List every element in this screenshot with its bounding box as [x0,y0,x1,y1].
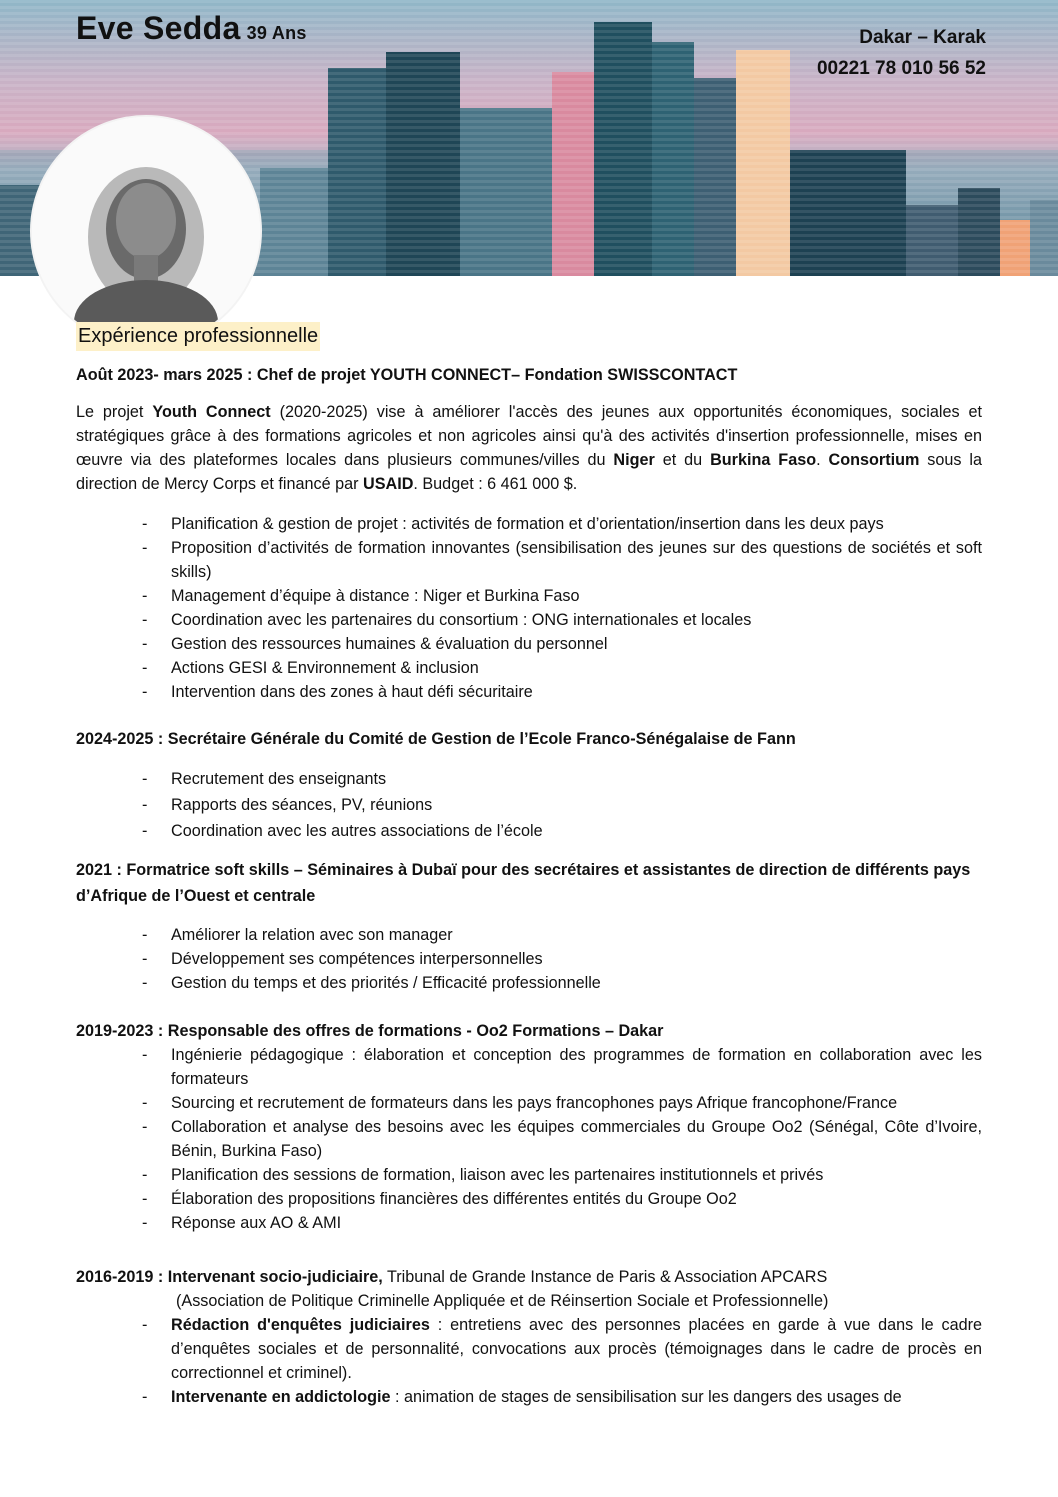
list-item: - Recrutement des enseignants [171,767,982,791]
list-item: - Coordination avec les partenaires du consortium : ONG internationales et locales [171,608,982,632]
phone-number: 00221 78 010 56 52 [816,58,986,79]
job-heading: 2021 : Formatrice soft skills – Séminaires à Dubaï pour des secrétaires et assistantes de direction de différents pays d’Afrique de l’Ouest et centrale [76,861,971,905]
job-bullets [76,512,982,704]
list-item: - Intervenante en addictologie : animation de stages de sensibilisation sur les dangers des usages de [171,1385,982,1409]
list-item: - Planification des sessions de formation, liaison avec les partenaires institutionnels et privés [171,1163,982,1187]
list-item: - Gestion du temps et des priorités / Efficacité professionnelle [171,971,982,995]
list-item: - Rapports des séances, PV, réunions [171,793,982,817]
list-item: - Développement ses compétences interpersonnelles [171,947,982,971]
job-bullets [76,767,982,843]
list-item: - Sourcing et recrutement de formateurs dans les pays francophones pays Afrique francophone/France [171,1091,982,1115]
list-item: - Gestion des ressources humaines & évaluation du personnel [171,632,982,656]
job-bullets [76,1043,982,1235]
portrait-icon [32,117,260,345]
job-bullets [76,1313,982,1409]
job-heading: 2019-2023 : Responsable des offres de formations - Oo2 Formations – Dakar [76,1022,664,1040]
list-item: - Coordination avec les autres associations de l’école [171,819,982,843]
section-title-experience: Expérience professionnelle [76,322,320,351]
list-item: - Intervention dans des zones à haut défi sécuritaire [171,680,982,704]
job-heading: 2024-2025 : Secrétaire Générale du Comité de Gestion de l’Ecole Franco-Sénégalaise de Fann [76,730,796,748]
list-item: - Collaboration et analyse des besoins avec les équipes commerciales du Groupe Oo2 (Sénégal, Côte d’Ivoire, Bénin, Burkina Faso) [171,1115,982,1163]
location: Dakar – Karak [859,27,986,48]
job-heading: 2016-2019 : Intervenant socio-judiciaire, Tribunal de Grande Instance de Paris & Association APCARS [76,1268,828,1286]
job-description: Le projet Youth Connect (2020-2025) vise à améliorer l'accès des jeunes aux opportunités économiques, sociales et stratégiques grâce à des formations agricoles et non agricoles ainsi qu'à des activités d'insertion professionnelle, mises en œuvre via des plateformes locales dans plusieurs communes/villes du Niger et du Burkina Faso. Consortium sous la direction de Mercy Corps et financé par USAID. Budget : 6 461 000 $. [76,403,983,493]
list-item: - Améliorer la relation avec son manager [171,923,982,947]
list-item: - Proposition d’activités de formation innovantes (sensibilisation des jeunes sur des questions de sociétés et soft skills) [171,536,982,584]
list-item: - Élaboration des propositions financières des différentes entités du Groupe Oo2 [171,1187,982,1211]
list-item: - Réponse aux AO & AMI [171,1211,982,1235]
profile-photo [32,117,260,345]
list-item: - Rédaction d'enquêtes judiciaires : entretiens avec des personnes placées en garde à vue dans le cadre d’enquêtes sociales et de personnalité, convocations aux procès (témoignages dans le cadre de procès en correctionnel et criminel). [171,1313,982,1385]
job-heading: Août 2023- mars 2025 : Chef de projet YOUTH CONNECT– Fondation SWISSCONTACT [76,366,738,384]
job-bullets [76,923,982,995]
cv-content [76,322,982,1409]
job-heading-organization: (Association de Politique Criminelle Appliquée et de Réinsertion Sociale et Professionnelle) [176,1292,829,1310]
contact-block [817,22,986,84]
list-item: - Actions GESI & Environnement & inclusion [171,656,982,680]
person-name: Eve Sedda 39 Ans [76,10,307,46]
person-age: 39 Ans [246,23,307,43]
list-item: - Planification & gestion de projet : activités de formation et d’orientation/insertion dans les deux pays [171,512,982,536]
list-item: - Ingénierie pédagogique : élaboration et conception des programmes de formation en collaboration avec les formateurs [171,1043,982,1091]
list-item: - Management d’équipe à distance : Niger et Burkina Faso [171,584,982,608]
